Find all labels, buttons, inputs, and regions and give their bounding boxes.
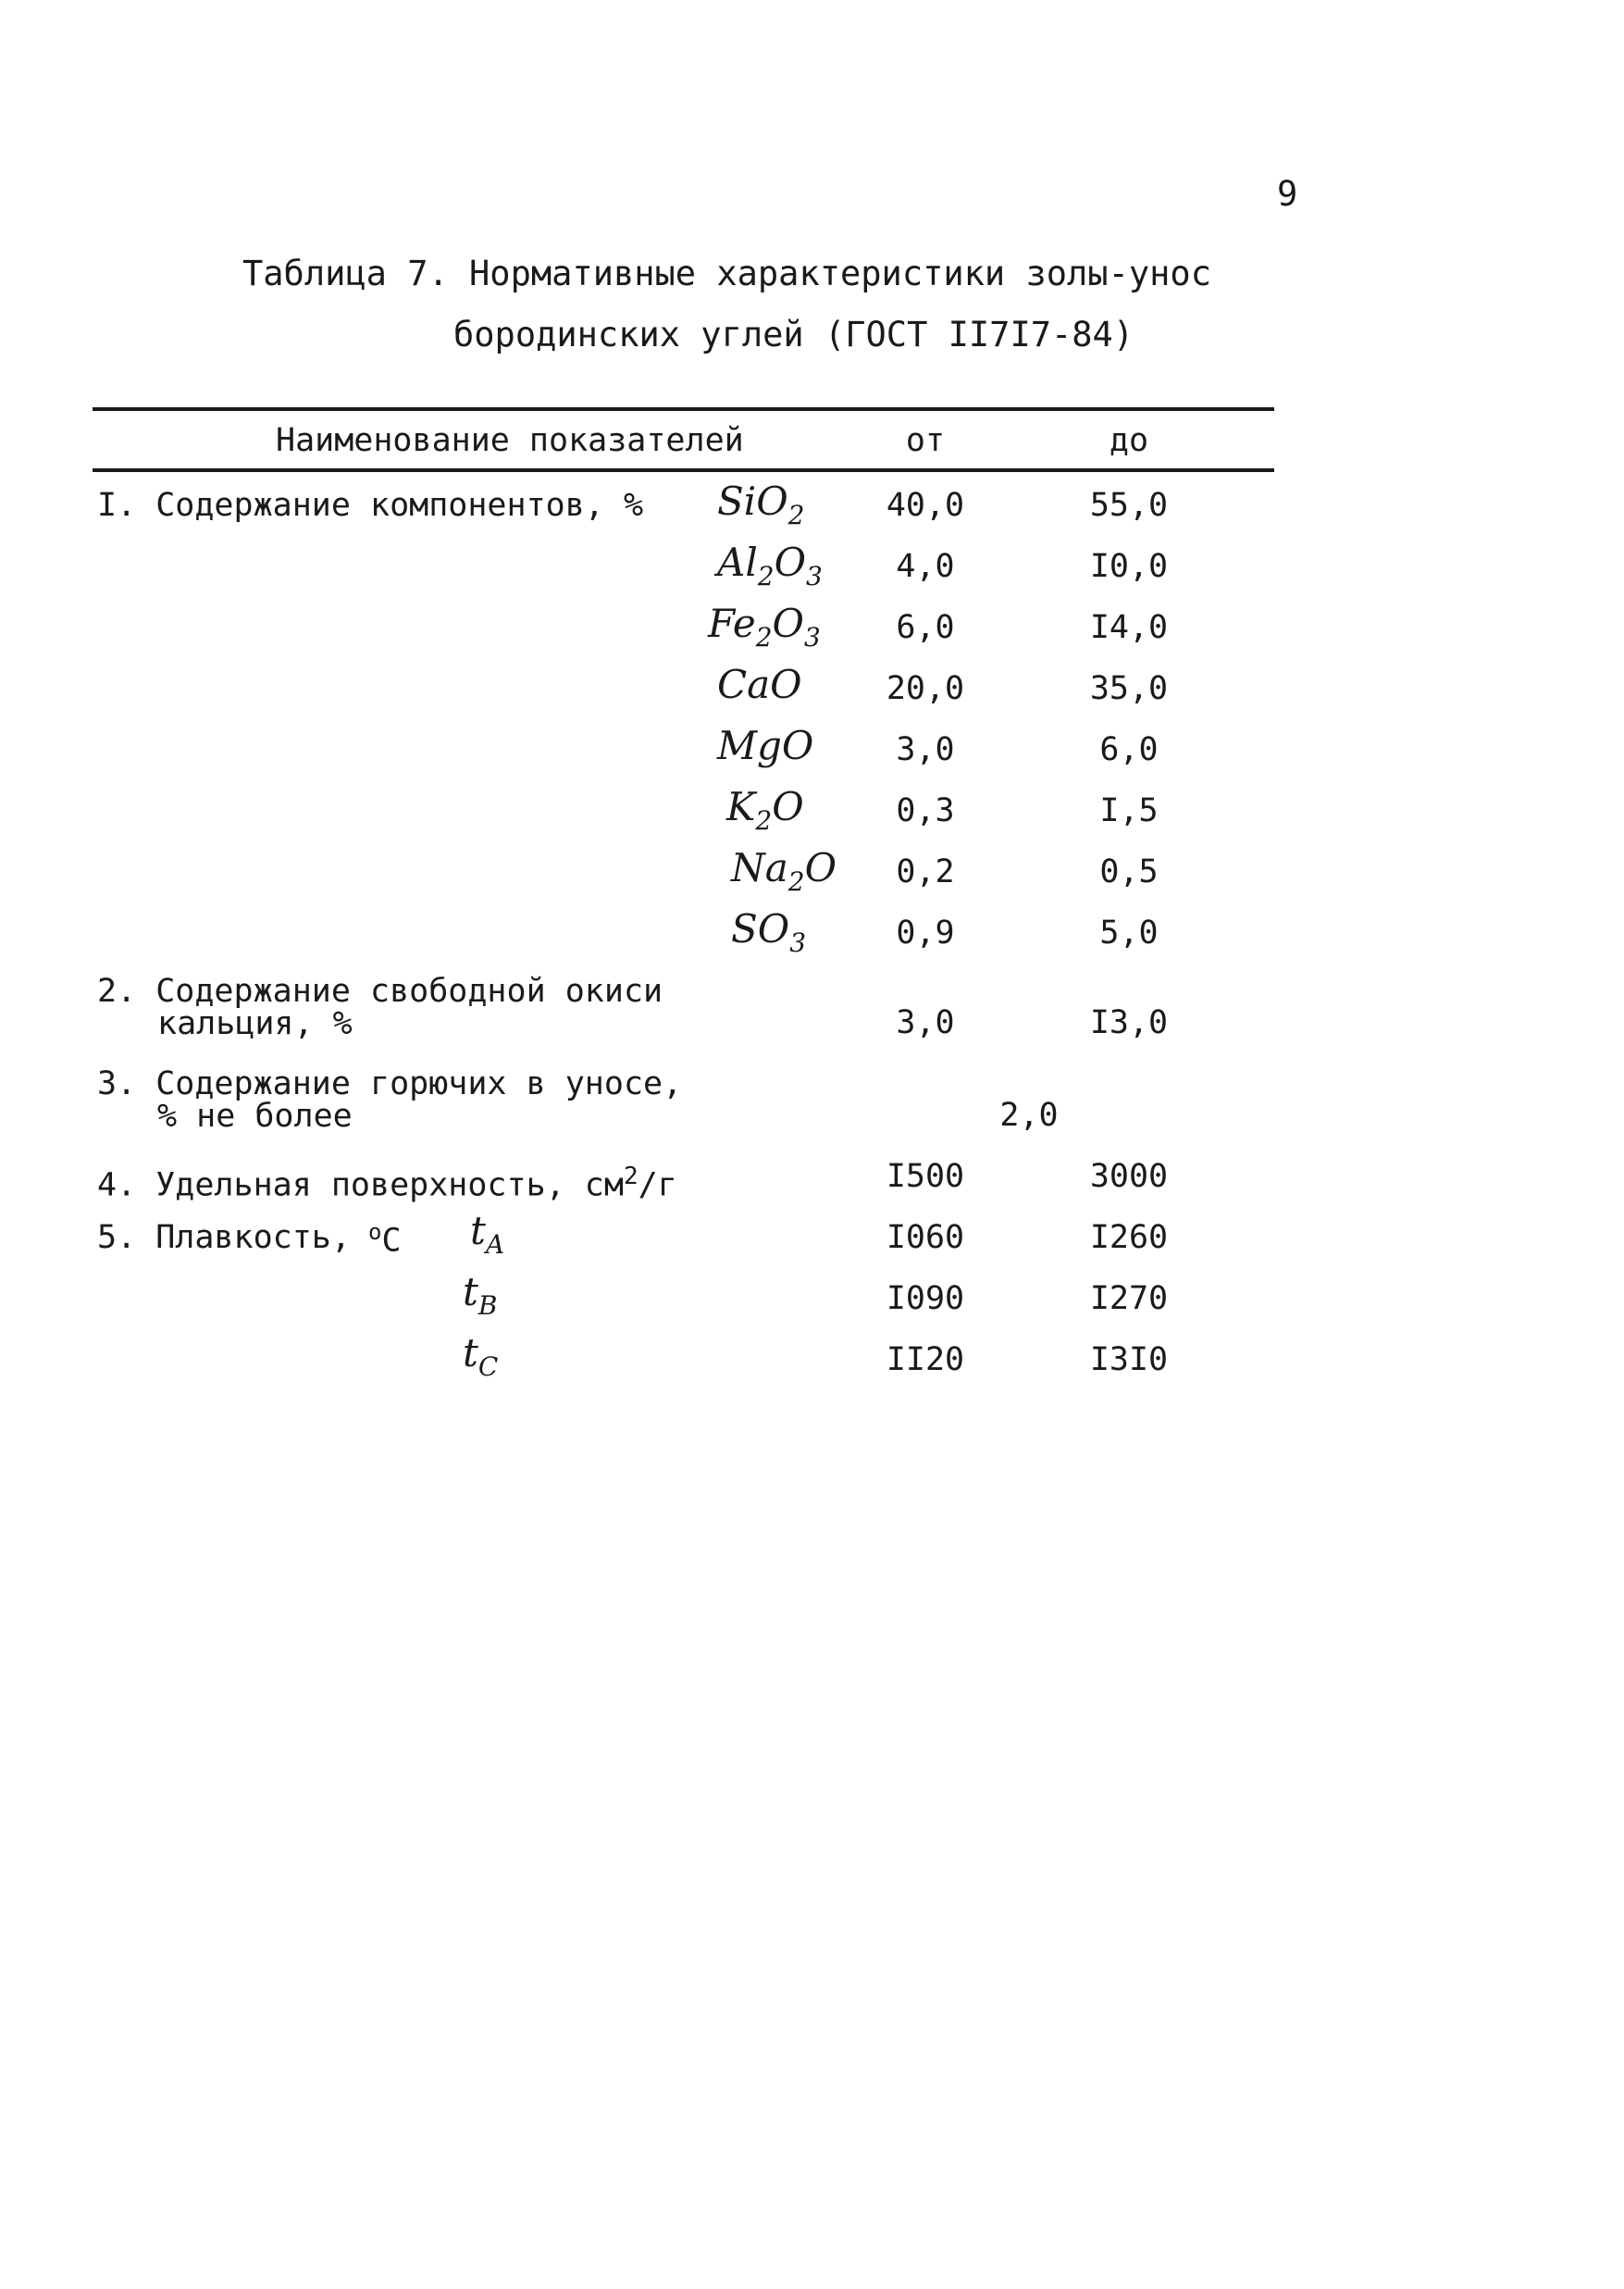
row4-to: 3000 (1089, 1158, 1169, 1195)
temp-tc: $t_C$ (463, 1330, 499, 1382)
row3-value: 2,0 (999, 1097, 1059, 1134)
header-from: от (905, 422, 946, 459)
fe2o3-to: I4,0 (1089, 609, 1169, 646)
row5-unit: $^о$C (368, 1219, 402, 1260)
header-name: Наименование показателей (276, 422, 744, 459)
formula-na2o: $Na_2O$ (731, 845, 837, 897)
formula-fe2o3: $Fe_2O_3$ (708, 601, 821, 653)
fe2o3-from: 6,0 (896, 609, 955, 646)
page-number: 9 (1277, 174, 1298, 214)
row3-label-line2: % не более (157, 1098, 353, 1135)
formula-k2o: $K_2O$ (726, 784, 804, 836)
mgo-from: 3,0 (896, 731, 955, 768)
temp-tb: $t_B$ (463, 1269, 498, 1321)
formula-cao: CaO (717, 662, 802, 707)
row4-label: 4. Удельная поверхность, $см^2/г$ (97, 1163, 677, 1204)
cao-to: 35,0 (1089, 670, 1169, 707)
row1-label: I. Содержание компонентов, % (97, 487, 644, 524)
cao-from: 20,0 (886, 670, 965, 707)
formula-mgo: MgO (717, 723, 814, 768)
row2-from: 3,0 (896, 1004, 955, 1041)
so3-from: 0,9 (896, 914, 955, 952)
table-title-line2: бородинских углей (ГОСТ II7I7-84) (453, 315, 1134, 355)
tb-to: I270 (1089, 1280, 1169, 1317)
row3-label-line1: 3. Содержание горючих в уносе, (97, 1065, 683, 1102)
row4-from: I500 (886, 1158, 965, 1195)
na2o-from: 0,2 (896, 853, 955, 890)
header-bottom-rule (93, 468, 1274, 472)
tc-from: II20 (886, 1341, 965, 1378)
row2-label-line2: кальция, % (157, 1005, 353, 1042)
formula-al2o3: $Al_2O_3$ (717, 540, 823, 591)
tb-from: I090 (886, 1280, 965, 1317)
ta-from: I060 (886, 1219, 965, 1256)
na2o-to: 0,5 (1099, 853, 1159, 890)
formula-so3: $SO_3$ (731, 906, 807, 958)
header-to: до (1109, 422, 1149, 459)
row2-label-line1: 2. Содержание свободной окиси (97, 973, 663, 1010)
header-top-rule (93, 407, 1274, 411)
sio2-from: 40,0 (886, 487, 965, 524)
row2-to: I3,0 (1089, 1004, 1169, 1041)
al2o3-from: 4,0 (896, 548, 955, 585)
formula-sio2: SiO$_2$ (717, 479, 805, 530)
mgo-to: 6,0 (1099, 731, 1159, 768)
temp-ta: $t_A$ (470, 1208, 505, 1260)
al2o3-to: I0,0 (1089, 548, 1169, 585)
table-title-line1: Таблица 7. Нормативные характеристики золы-унос (242, 254, 1211, 293)
k2o-to: I,5 (1099, 792, 1159, 829)
k2o-from: 0,3 (896, 792, 955, 829)
row5-label: 5. Плавкость, (97, 1219, 351, 1256)
sio2-to: 55,0 (1089, 487, 1169, 524)
so3-to: 5,0 (1099, 914, 1159, 952)
tc-to: I3I0 (1089, 1341, 1169, 1378)
ta-to: I260 (1089, 1219, 1169, 1256)
